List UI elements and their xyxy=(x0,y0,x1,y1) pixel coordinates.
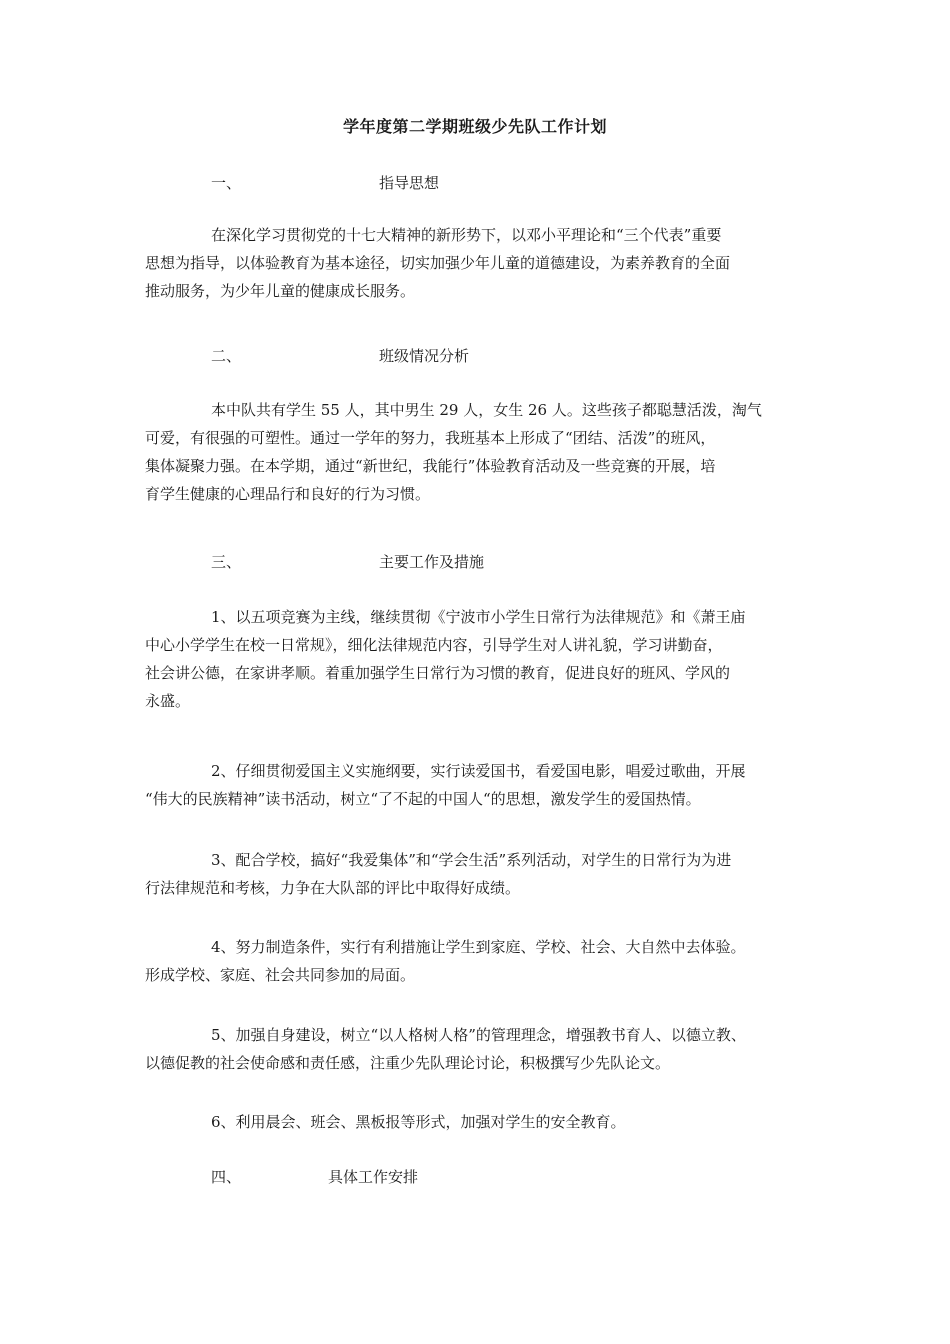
section-title: 指导思想 xyxy=(379,174,440,192)
paragraph-line: 以德促教的社会使命感和责任感，注重少先队理论讨论，积极撰写少先队论文。 xyxy=(145,1054,671,1072)
document-title: 学年度第二学期班级少先队工作计划 xyxy=(342,117,607,136)
section-number: 三、 xyxy=(211,553,242,571)
paragraph-line: 推动服务，为少年儿童的健康成长服务。 xyxy=(145,282,416,300)
section-heading-4 xyxy=(211,1165,611,1189)
paragraph-line: 2、仔细贯彻爱国主义实施纲要，实行读爱国书，看爱国电影，唱爱过歌曲，开展 xyxy=(211,762,746,780)
paragraph-line: “伟大的民族精神”读书活动，树立“了不起的中国人“的思想，激发学生的爱国热情。 xyxy=(145,790,701,808)
paragraph-line: 在深化学习贯彻党的十七大精神的新形势下，以邓小平理论和“三个代表”重要 xyxy=(211,226,722,244)
paragraph-item-2 xyxy=(145,757,810,813)
paragraph-line: 中心小学学生在校一日常规》，细化法律规范内容，引导学生对人讲礼貌，学习讲勤奋， xyxy=(145,636,723,654)
section-title: 班级情况分析 xyxy=(379,347,470,365)
section-heading-2 xyxy=(211,344,611,368)
paragraph-line: 1、以五项竞赛为主线，继续贯彻《宁波市小学生日常行为法律规范》和《萧王庙 xyxy=(211,608,746,626)
paragraph-line: 3、配合学校，搞好“我爱集体”和“学会生活”系列活动，对学生的日常行为为进 xyxy=(211,851,732,869)
paragraph-item-5 xyxy=(145,1021,810,1077)
section-heading-1 xyxy=(211,171,611,195)
paragraph-line: 5、加强自身建设，树立“以人格树人格”的管理理念，增强教书育人、以德立教、 xyxy=(211,1026,746,1044)
paragraph-line: 形成学校、家庭、社会共同参加的局面。 xyxy=(145,966,416,984)
paragraph-item-4 xyxy=(145,933,810,989)
paragraph-line: 可爱，有很强的可塑性。通过一学年的努力，我班基本上形成了“团结、活泼”的班风， xyxy=(145,429,716,447)
paragraph-line: 社会讲公德，在家讲孝顺。着重加强学生日常行为习惯的教育，促进良好的班风、学风的 xyxy=(145,664,731,682)
section-number: 一、 xyxy=(211,174,242,192)
paragraph-line: 永盛。 xyxy=(145,692,191,710)
paragraph-line: 育学生健康的心理品行和良好的行为习惯。 xyxy=(145,485,431,503)
paragraph-line: 行法律规范和考核，力争在大队部的评比中取得好成绩。 xyxy=(145,879,521,897)
paragraph-item-1 xyxy=(145,603,810,715)
section-number: 二、 xyxy=(211,347,242,365)
paragraph-line: 集体凝聚力强。在本学期，通过“新世纪，我能行”体验教育活动及一些竞赛的开展，培 xyxy=(145,457,716,475)
paragraph xyxy=(145,221,810,305)
section-number: 四、 xyxy=(211,1168,242,1186)
paragraph-line: 思想为指导，以体验教育为基本途径，切实加强少年儿童的道德建设，为素养教育的全面 xyxy=(145,254,731,272)
paragraph xyxy=(145,396,810,508)
section-heading-3 xyxy=(211,550,611,574)
paragraph-item-6 xyxy=(145,1108,810,1136)
paragraph-line: 6、利用晨会、班会、黑板报等形式，加强对学生的安全教育。 xyxy=(211,1113,626,1131)
paragraph-item-3 xyxy=(145,846,810,902)
section-title: 主要工作及措施 xyxy=(379,553,485,571)
paragraph-line: 4、努力制造条件，实行有利措施让学生到家庭、学校、社会、大自然中去体验。 xyxy=(211,938,746,956)
section-title: 具体工作安排 xyxy=(328,1168,419,1186)
paragraph-line: 本中队共有学生 55 人，其中男生 29 人，女生 26 人。这些孩子都聪慧活泼，淘气 xyxy=(211,401,762,419)
